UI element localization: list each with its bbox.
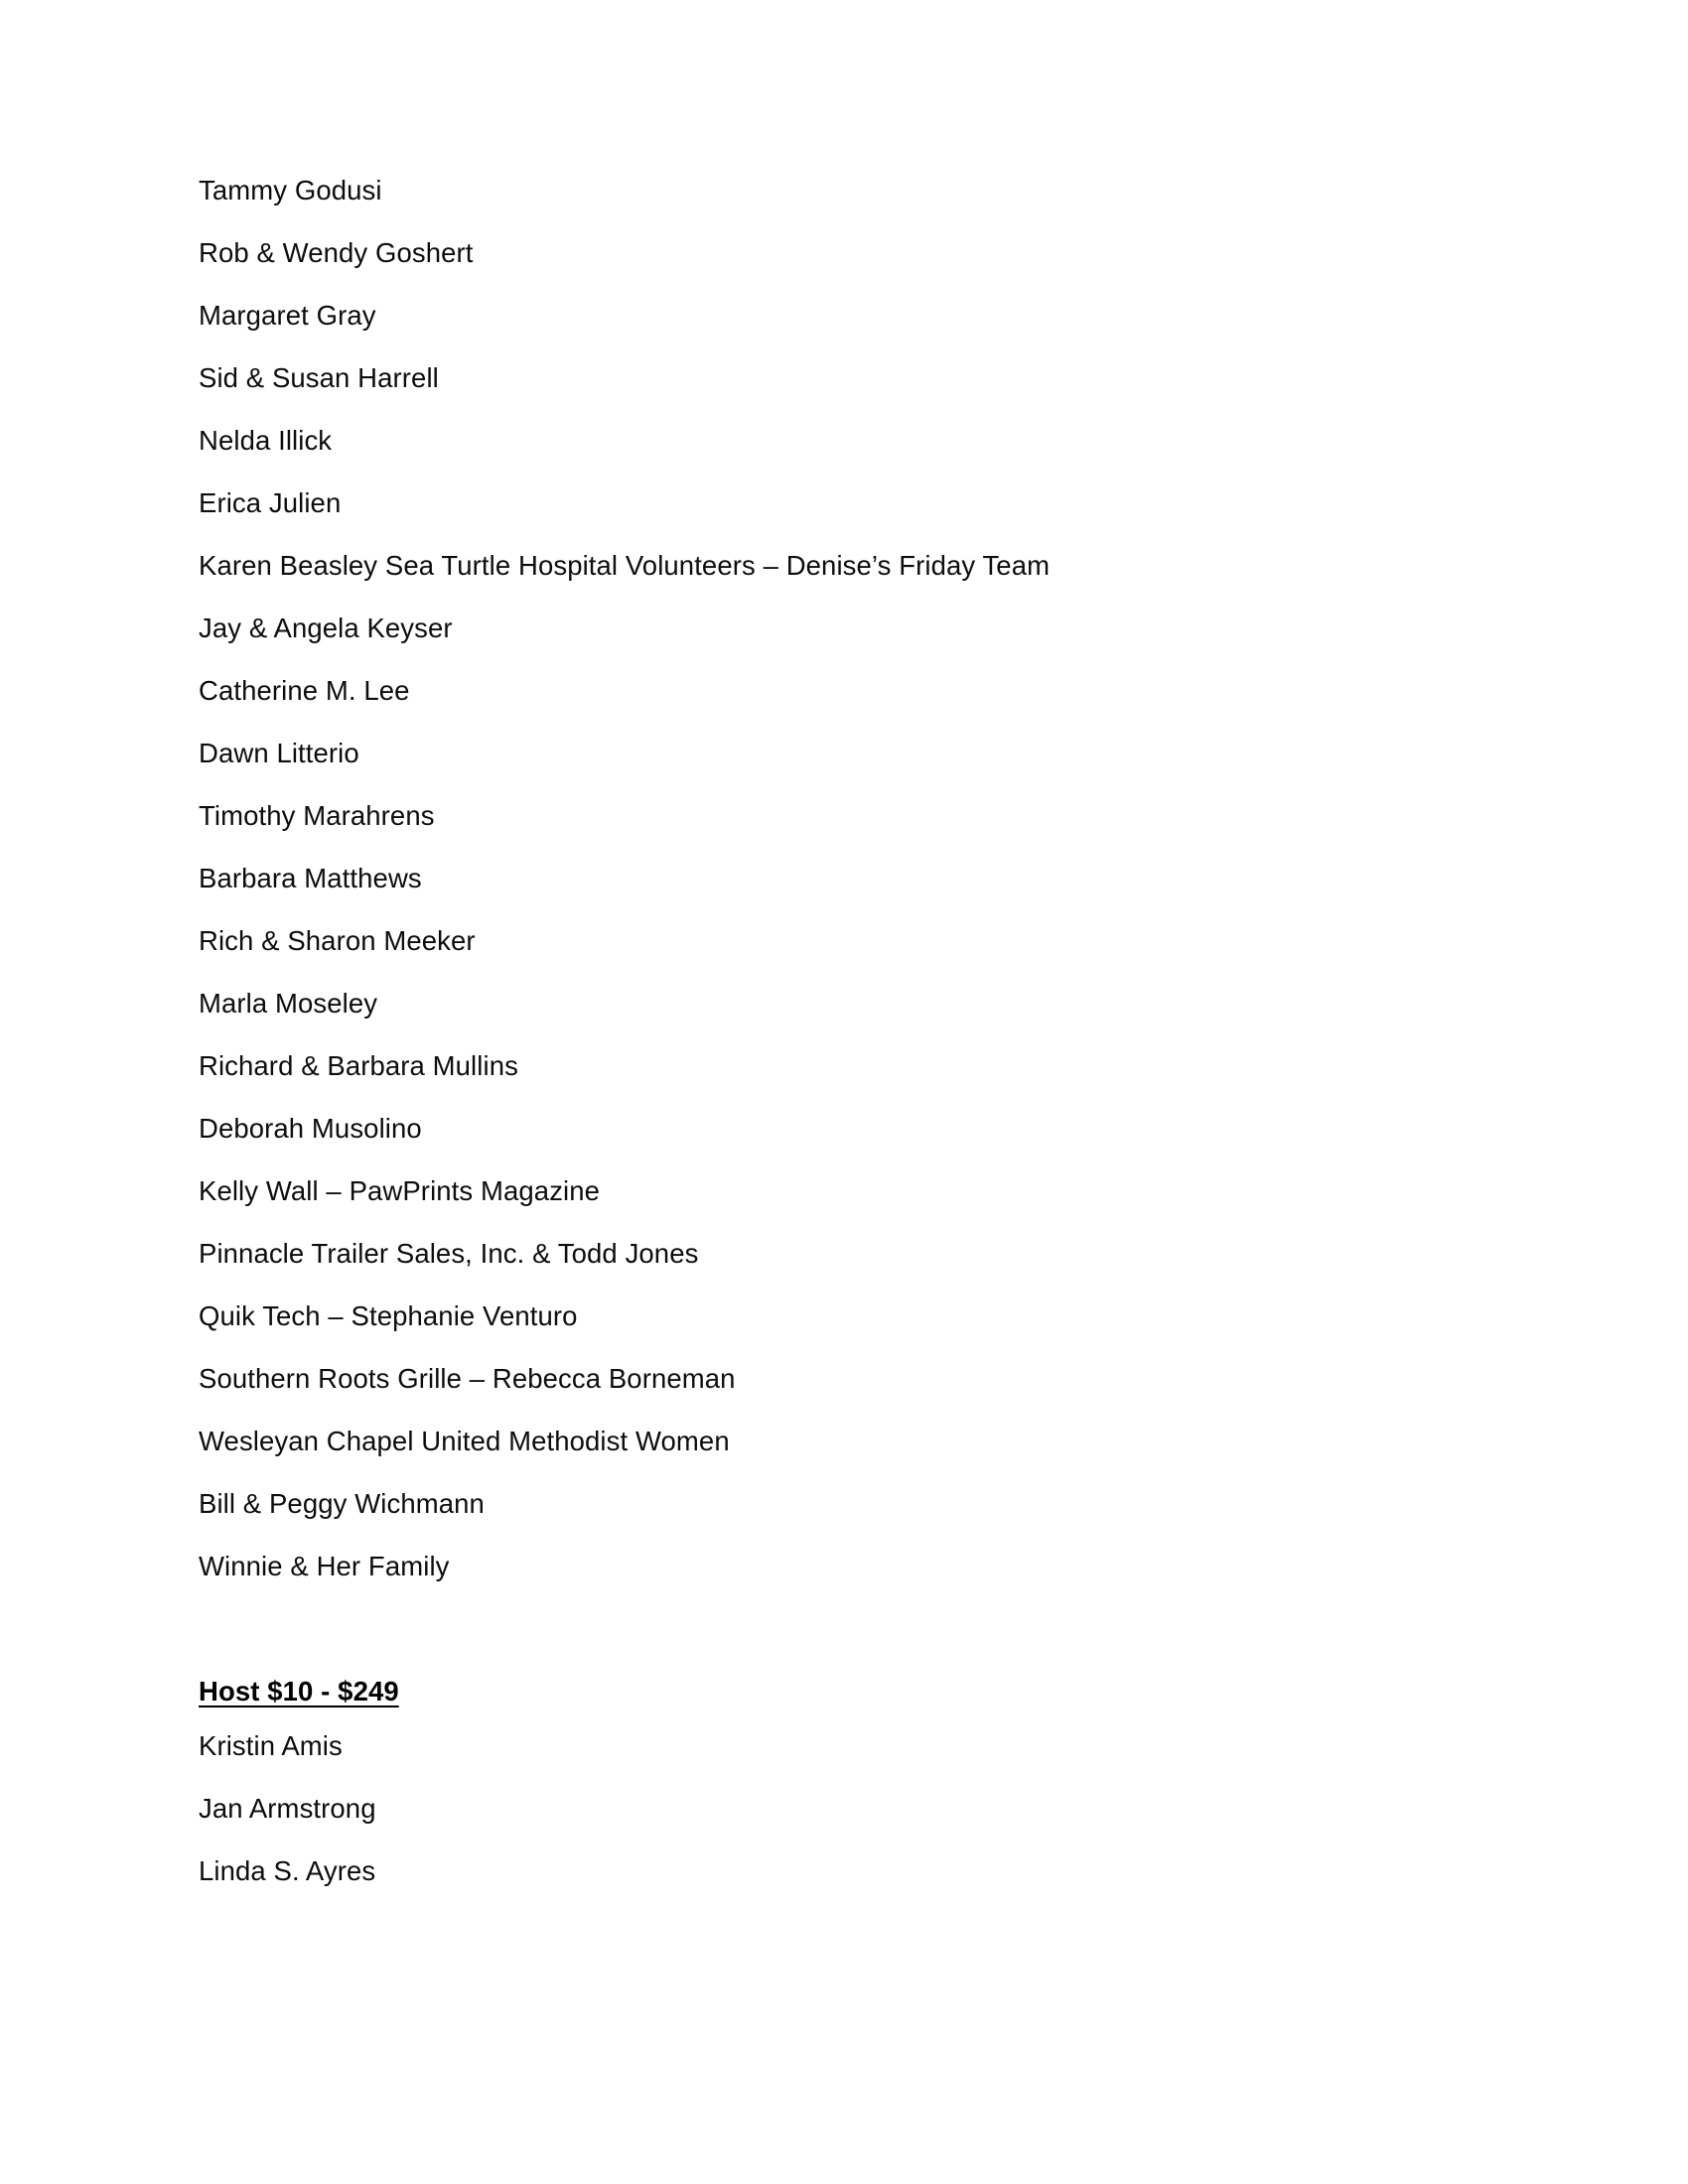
blank-line (199, 1615, 1479, 1643)
donor-line: Rich & Sharon Meeker (199, 925, 476, 956)
donor-line: Winnie & Her Family (199, 1551, 450, 1581)
donor-line: Tammy Godusi (199, 175, 382, 205)
donor-line: Quik Tech – Stephanie Venturo (199, 1300, 578, 1331)
donor-line: Barbara Matthews (199, 863, 422, 893)
donor-line: Southern Roots Grille – Rebecca Borneman (199, 1363, 736, 1394)
donor-line: Marla Moseley (199, 988, 378, 1019)
section-heading-row (199, 1678, 1479, 1732)
donor-line: Wesleyan Chapel United Methodist Women (199, 1426, 730, 1456)
section-heading-host-tier: Host $10 - $249 (199, 1676, 399, 1706)
donor-line: Erica Julien (199, 487, 342, 518)
donor-line: Kristin Amis (199, 1729, 343, 1761)
donor-line: Pinnacle Trailer Sales, Inc. & Todd Jones (199, 1238, 699, 1269)
donor-line: Jay & Angela Keyser (199, 613, 453, 643)
donor-line: Deborah Musolino (199, 1113, 422, 1144)
document-body (199, 177, 1479, 1920)
donor-line: Timothy Marahrens (199, 800, 435, 831)
donor-line: Nelda Illick (199, 425, 333, 456)
donor-line: Richard & Barbara Mullins (199, 1050, 518, 1081)
donor-line: Sid & Susan Harrell (199, 362, 439, 393)
donor-line: Bill & Peggy Wichmann (199, 1488, 485, 1519)
donor-line: Linda S. Ayres (199, 1854, 376, 1886)
donor-line: Catherine M. Lee (199, 675, 410, 706)
donor-line: Dawn Litterio (199, 738, 359, 768)
donor-line: Jan Armstrong (199, 1792, 376, 1824)
donor-line: Kelly Wall – PawPrints Magazine (199, 1175, 601, 1206)
donor-line: Rob & Wendy Goshert (199, 237, 474, 268)
donor-line: Margaret Gray (199, 300, 376, 331)
donor-line: Karen Beasley Sea Turtle Hospital Volunteers – Denise’s Friday Team (199, 550, 1051, 581)
